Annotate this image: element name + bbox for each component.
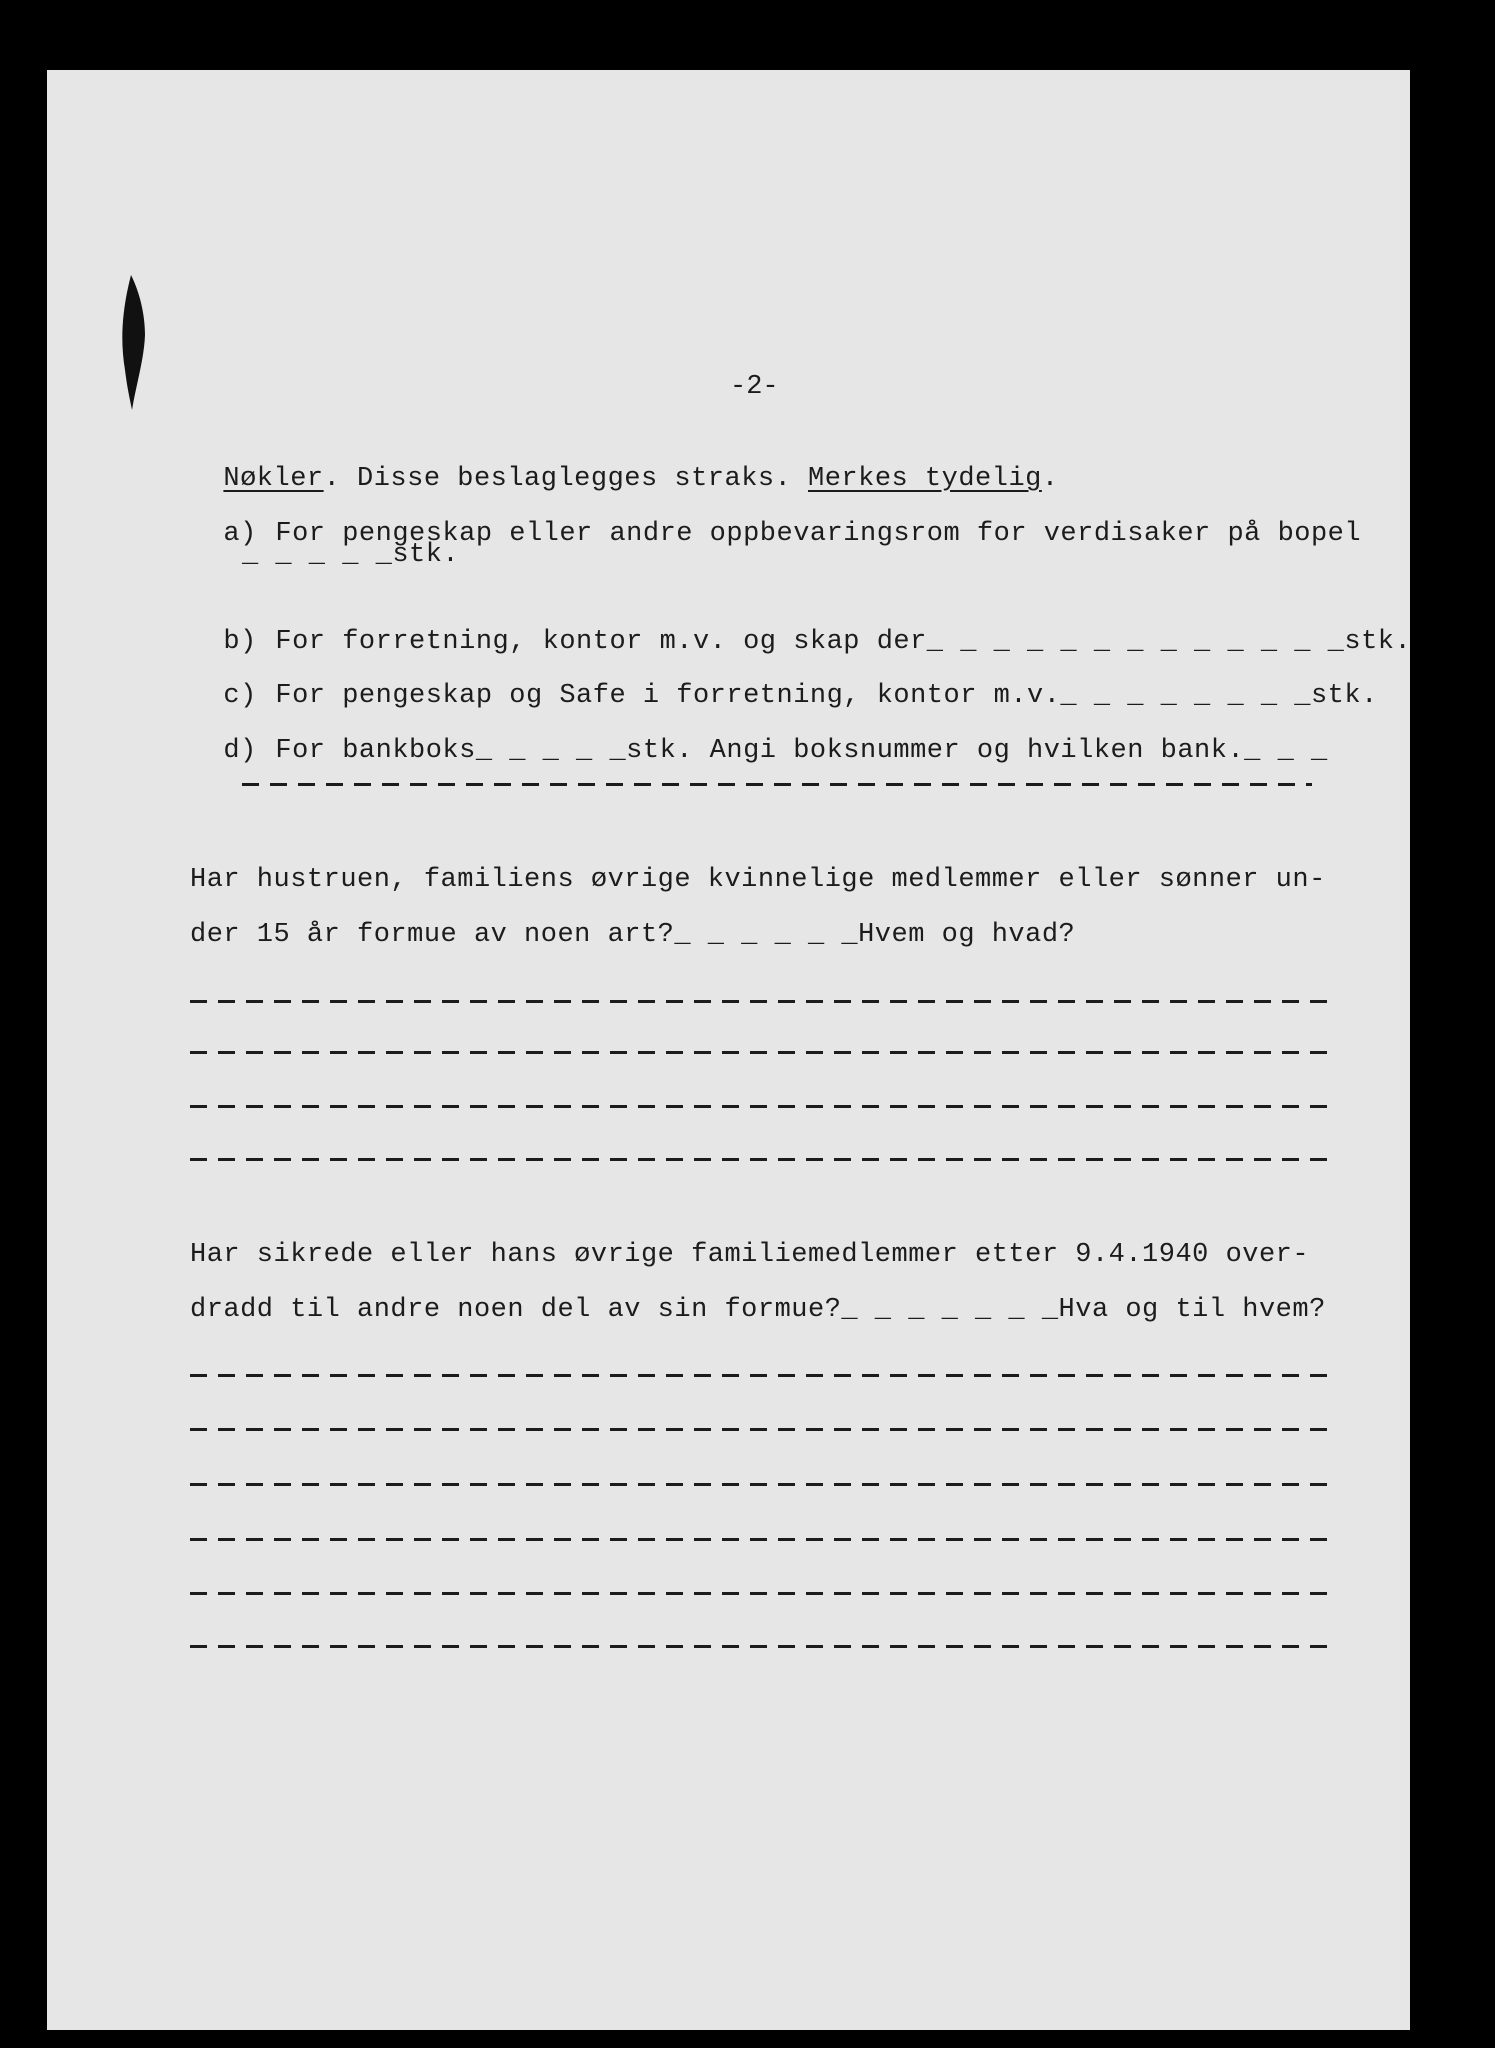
answer-line bbox=[242, 783, 1312, 786]
answer-line bbox=[190, 1051, 1327, 1054]
item-d bbox=[190, 700, 1328, 768]
answer-line bbox=[190, 1538, 1327, 1541]
answer-line bbox=[190, 1105, 1327, 1108]
keys-emphasis-end: . bbox=[1041, 464, 1059, 494]
item-text: For pengeskap og Safe i forretning, kontor m.v._ _ _ _ _ _ _ _stk. bbox=[275, 681, 1378, 711]
answer-line bbox=[190, 1483, 1327, 1486]
question-transfer-line1: Har sikrede eller hans øvrige familiemedlemmer etter 9.4.1940 over- bbox=[190, 1240, 1310, 1270]
item-label: d) bbox=[223, 736, 257, 766]
keys-emphasis: Merkes tydelig bbox=[808, 464, 1042, 494]
question-wife-line2: der 15 år formue av noen art?_ _ _ _ _ _Hvem og hvad? bbox=[190, 920, 1076, 950]
document-page bbox=[47, 70, 1410, 2030]
answer-line bbox=[190, 1645, 1327, 1648]
binding-hole-mark bbox=[118, 275, 148, 410]
keys-heading: Nøkler bbox=[223, 464, 324, 494]
question-transfer-line2: dradd til andre noen del av sin formue?_ _ _ _ _ _ _Hva og til hvem? bbox=[190, 1295, 1326, 1325]
answer-line bbox=[190, 1000, 1327, 1003]
page-number: -2- bbox=[730, 372, 779, 402]
item-text: For forretning, kontor m.v. og skap der_ _ _ _ _ _ _ _ _ _ _ _ _stk. bbox=[275, 627, 1412, 657]
answer-line bbox=[190, 1428, 1327, 1431]
item-text: For bankboks_ _ _ _ _stk. Angi boksnummer og hvilken bank._ _ _ bbox=[275, 736, 1328, 766]
answer-line bbox=[190, 1158, 1327, 1161]
item-label: b) bbox=[223, 627, 257, 657]
item-label: c) bbox=[223, 681, 257, 711]
question-wife-line1: Har hustruen, familiens øvrige kvinnelige medlemmer eller sønner un- bbox=[190, 865, 1326, 895]
item-a-continuation: _ _ _ _ _stk. bbox=[242, 540, 460, 570]
keys-intro: . Disse beslaglegges straks. bbox=[323, 464, 809, 494]
item-text: For pengeskap eller andre oppbevaringsrom for verdisaker på bopel bbox=[275, 519, 1362, 549]
answer-line bbox=[190, 1592, 1327, 1595]
answer-line bbox=[190, 1374, 1327, 1377]
item-label: a) bbox=[223, 519, 257, 549]
